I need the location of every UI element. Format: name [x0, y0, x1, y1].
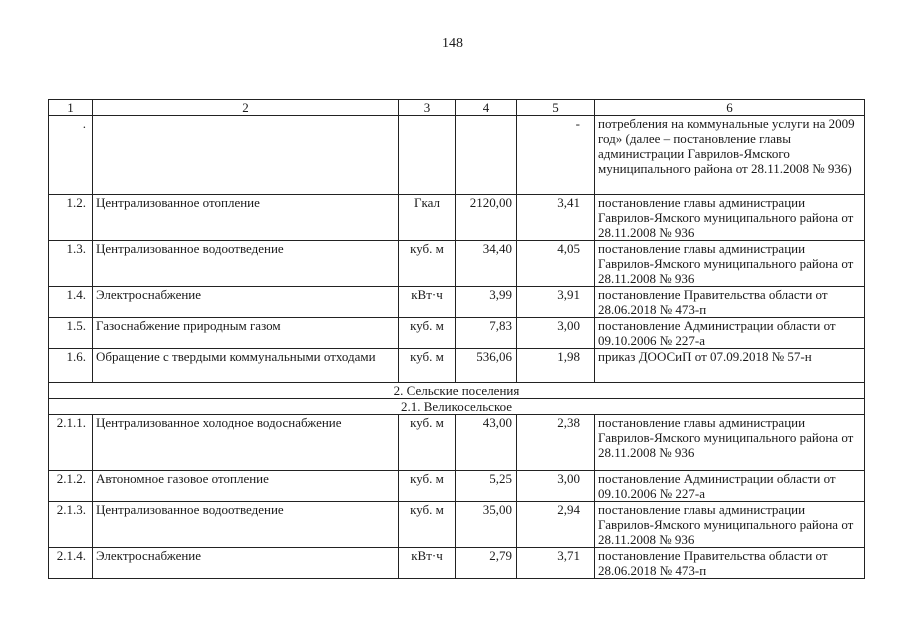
header-cell: 6 [595, 100, 865, 116]
legal-basis: постановление Администрации области от 09.10.2006 № 227-а [595, 471, 865, 502]
norm-value: 43,00 [456, 415, 517, 471]
service-name: Электроснабжение [93, 548, 399, 579]
norm-value: 2,79 [456, 548, 517, 579]
unit-of-measure: куб. м [399, 241, 456, 287]
tariff-value: 3,41 [517, 195, 595, 241]
legal-basis: приказ ДООСиП от 07.09.2018 № 57-н [595, 349, 865, 383]
row-number: . [49, 116, 93, 195]
section-title: 2. Сельские поселения [49, 383, 865, 399]
unit-of-measure: Гкал [399, 195, 456, 241]
row-number: 1.4. [49, 287, 93, 318]
tariff-value: 3,91 [517, 287, 595, 318]
legal-basis: постановление главы администрации Гаврилов-Ямского муниципального района от 28.11.2008 № 936 [595, 415, 865, 471]
unit-of-measure: куб. м [399, 318, 456, 349]
table-row [49, 287, 865, 318]
header-cell: 4 [456, 100, 517, 116]
unit-of-measure: кВт·ч [399, 548, 456, 579]
legal-basis: постановление Администрации области от 09.10.2006 № 227-а [595, 318, 865, 349]
header-cell: 2 [93, 100, 399, 116]
service-name: Газоснабжение природным газом [93, 318, 399, 349]
norm-value: 536,06 [456, 349, 517, 383]
legal-basis: постановление Правительства области от 28.06.2018 № 473-п [595, 548, 865, 579]
section-title: 2.1. Великосельское [49, 399, 865, 415]
table-row [49, 415, 865, 471]
service-name: Централизованное холодное водоснабжение [93, 415, 399, 471]
norm-value: 3,99 [456, 287, 517, 318]
tariff-value: 2,94 [517, 502, 595, 548]
norm-value: 34,40 [456, 241, 517, 287]
section-row [49, 383, 865, 399]
tariff-value: - [517, 116, 595, 195]
service-name: Централизованное отопление [93, 195, 399, 241]
norm-value: 35,00 [456, 502, 517, 548]
row-number: 1.5. [49, 318, 93, 349]
row-number: 1.6. [49, 349, 93, 383]
table-row [49, 349, 865, 383]
service-name: Обращение с твердыми коммунальными отходами [93, 349, 399, 383]
row-number: 1.2. [49, 195, 93, 241]
table-row [49, 548, 865, 579]
legal-basis: постановление главы администрации Гаврилов-Ямского муниципального района от 28.11.2008 № 936 [595, 195, 865, 241]
service-name: Централизованное водоотведение [93, 241, 399, 287]
unit-of-measure: куб. м [399, 471, 456, 502]
norm-value [456, 116, 517, 195]
norm-value: 2120,00 [456, 195, 517, 241]
tariff-value: 4,05 [517, 241, 595, 287]
section-row [49, 399, 865, 415]
legal-basis: постановление главы администрации Гаврилов-Ямского муниципального района от 28.11.2008 № 936 [595, 241, 865, 287]
service-name: Электроснабжение [93, 287, 399, 318]
unit-of-measure: куб. м [399, 502, 456, 548]
table-row [49, 241, 865, 287]
header-cell: 1 [49, 100, 93, 116]
header-cell: 5 [517, 100, 595, 116]
page-number: 148 [442, 36, 463, 51]
row-number: 2.1.2. [49, 471, 93, 502]
unit-of-measure: куб. м [399, 349, 456, 383]
tariff-value: 3,00 [517, 471, 595, 502]
tariff-table [48, 99, 865, 579]
norm-value: 5,25 [456, 471, 517, 502]
row-number: 2.1.1. [49, 415, 93, 471]
service-name [93, 116, 399, 195]
tariff-value: 1,98 [517, 349, 595, 383]
legal-basis: постановление Правительства области от 28.06.2018 № 473-п [595, 287, 865, 318]
unit-of-measure: кВт·ч [399, 287, 456, 318]
tariff-value: 2,38 [517, 415, 595, 471]
table-body [49, 116, 865, 579]
table-row [49, 318, 865, 349]
norm-value: 7,83 [456, 318, 517, 349]
service-name: Централизованное водоотведение [93, 502, 399, 548]
tariff-value: 3,71 [517, 548, 595, 579]
row-number: 2.1.3. [49, 502, 93, 548]
row-number: 1.3. [49, 241, 93, 287]
legal-basis: потребления на коммунальные услуги на 2009 год» (далее – постановление главы администрации Гаврилов-Ямского муниципального района от 28.11.2008 № 936) [595, 116, 865, 195]
unit-of-measure: куб. м [399, 415, 456, 471]
table-row [49, 502, 865, 548]
tariff-value: 3,00 [517, 318, 595, 349]
table-row [49, 195, 865, 241]
service-name: Автономное газовое отопление [93, 471, 399, 502]
table-row [49, 116, 865, 195]
unit-of-measure [399, 116, 456, 195]
row-number: 2.1.4. [49, 548, 93, 579]
header-cell: 3 [399, 100, 456, 116]
legal-basis: постановление главы администрации Гаврилов-Ямского муниципального района от 28.11.2008 № 936 [595, 502, 865, 548]
header-row [49, 100, 865, 116]
table-row [49, 471, 865, 502]
